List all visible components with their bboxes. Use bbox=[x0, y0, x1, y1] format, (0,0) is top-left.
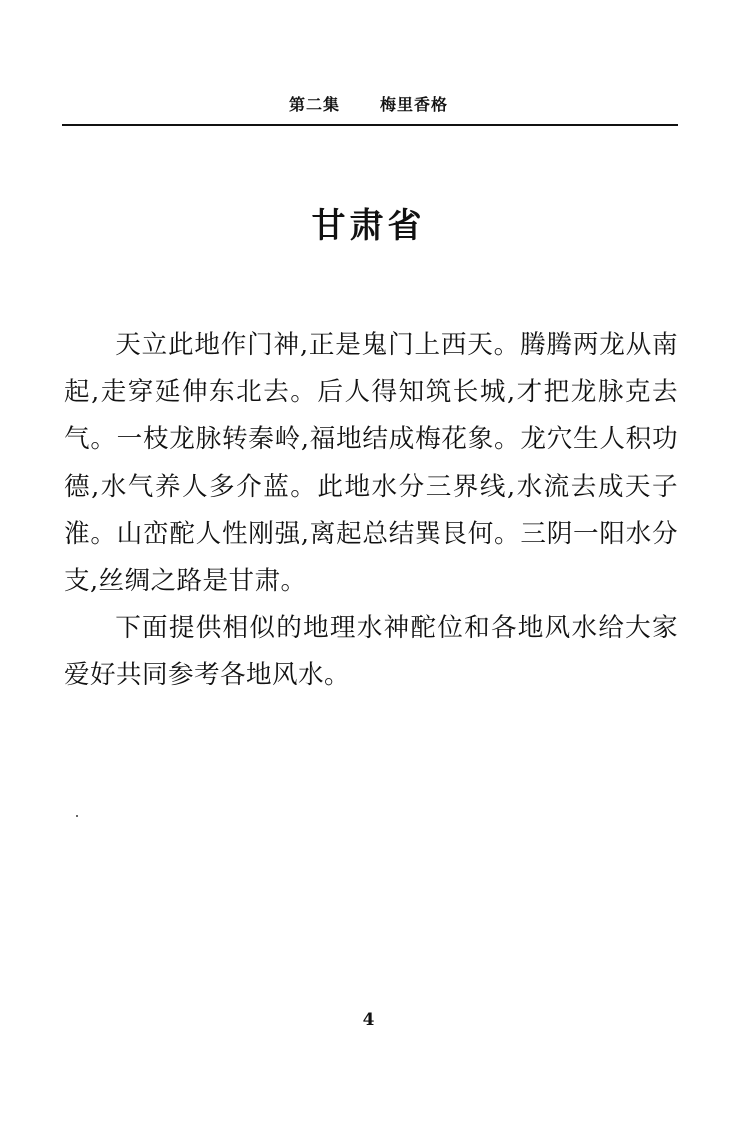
page-title: 甘肃省 bbox=[311, 206, 426, 246]
page-number: 4 bbox=[362, 1010, 375, 1030]
paragraph: 下面提供相似的地理水神酡位和各地风水给大家爱好共同参考各地风水。 bbox=[64, 613, 678, 691]
header-rule bbox=[62, 124, 678, 126]
scan-speck bbox=[76, 815, 78, 817]
paragraph: 天立此地作门神,正是鬼门上西天。腾腾两龙从南起,走穿延伸东北去。后人得知筑长城,才把龙脉克去气。一枝龙脉转秦岭,福地结成梅花象。龙穴生人积功德,水气养人多介蓝。此地水分三界线,水流去成天子淮。山峦酡人性刚强,离起总结巽艮何。三阴一阳水分支,丝绸之路是甘肃。 bbox=[64, 330, 678, 597]
running-header bbox=[0, 92, 737, 115]
body-text bbox=[64, 322, 678, 700]
header-book-title: 梅里香格 bbox=[380, 95, 449, 114]
header-section: 第二集 bbox=[288, 95, 340, 114]
